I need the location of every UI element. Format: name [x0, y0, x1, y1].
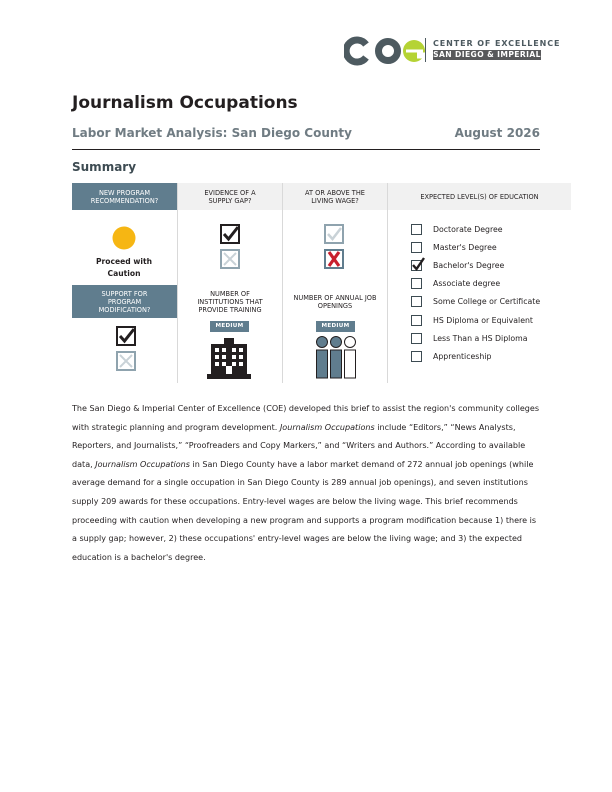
modification-yes-checkbox-icon	[116, 326, 136, 346]
modification-no-checkbox-icon	[116, 351, 136, 371]
supply-gap-label: EVIDENCE OF A SUPPLY GAP?	[204, 188, 256, 205]
new-program-label: NEW PROGRAM RECOMMENDATION?	[90, 188, 159, 205]
education-item	[411, 295, 540, 308]
openings-header	[283, 285, 387, 318]
supply-gap-no-checkbox-icon	[220, 249, 240, 269]
modification-label: SUPPORT FOR PROGRAM MODIFICATION?	[98, 289, 151, 314]
unchecked-box-icon	[411, 296, 422, 307]
body-text-2: include “Editors,” “News Analysts, Reporters, and Journalists,” “Proofreaders and Copy Markers,” and “Writers and Authors.” According to available data,	[72, 422, 526, 469]
logo-divider	[425, 38, 426, 62]
education-header	[388, 183, 571, 210]
result-line2: Caution	[107, 269, 141, 278]
education-item-label: Bachelor's Degree	[433, 261, 505, 270]
grid-divider	[282, 183, 283, 383]
education-item-label: Doctorate Degree	[433, 225, 503, 234]
supply-gap-header	[178, 183, 282, 210]
report-date: August 2026	[454, 126, 540, 140]
result-line1: Proceed with	[95, 257, 153, 266]
summary-heading: Summary	[72, 160, 137, 174]
building-icon	[207, 337, 251, 379]
education-item	[411, 277, 500, 290]
title-divider	[72, 149, 540, 150]
education-item-label: Associate degree	[433, 279, 501, 288]
unchecked-box-icon	[411, 224, 422, 235]
institutions-label: NUMBER OF INSTITUTIONS THAT PROVIDE TRAINING	[197, 289, 263, 314]
education-item	[411, 314, 533, 327]
unchecked-box-icon	[411, 315, 422, 326]
education-item	[411, 223, 503, 236]
new-program-header	[72, 183, 177, 210]
education-item-label: Less Than a HS Diploma	[433, 334, 528, 343]
checked-box-icon	[411, 260, 422, 271]
caution-indicator-icon	[112, 226, 136, 250]
education-item-label: Some College or Certificate	[433, 297, 541, 306]
education-item	[411, 241, 497, 254]
education-item	[411, 332, 527, 345]
org-name-line1: CENTER OF EXCELLENCE	[433, 39, 561, 48]
body-paragraph	[72, 400, 542, 567]
education-item-label: Master's Degree	[433, 243, 497, 252]
body-italic-1: Journalism Occupations	[279, 422, 375, 432]
unchecked-box-icon	[411, 278, 422, 289]
living-wage-label: AT OR ABOVE THE LIVING WAGE?	[305, 188, 365, 205]
page-title: Journalism Occupations	[72, 93, 298, 113]
body-italic-2: Journalism Occupations	[95, 459, 190, 469]
supply-gap-yes-checkbox-icon	[220, 224, 240, 244]
living-wage-yes-checkbox-icon	[324, 224, 344, 244]
coe-logo-mark	[344, 36, 430, 66]
living-wage-header	[283, 183, 387, 210]
openings-label: NUMBER OF ANNUAL JOB OPENINGS	[293, 293, 377, 310]
body-text-3: in San Diego County have a labor market demand of 272 annual job openings (while average demand for a single occupation in San Diego County is 289 annual job openings), and seven institutions supply 209 awards for these occupations. Entry-level wages are below the living wage. This brief recommends proceeding with caution when developing a new program and supports a program modification because 1) there is a supply gap; however, 2) these occupations' entry-level wages are below the living wage; and 3) the expected education is a bachelor's degree.	[72, 459, 537, 562]
education-item	[411, 350, 491, 363]
body-text-1: The San Diego & Imperial Center of Excellence (COE) developed this brief to assist the region's community colleges with strategic planning and program development.	[72, 404, 540, 432]
education-item	[411, 259, 504, 272]
people-icon	[315, 336, 359, 379]
unchecked-box-icon	[411, 351, 422, 362]
education-item-label: Apprenticeship	[433, 352, 492, 361]
openings-level-badge: MEDIUM	[316, 321, 355, 332]
checkmark-icon	[411, 257, 426, 272]
new-program-result	[84, 256, 164, 280]
grid-divider	[177, 183, 178, 383]
org-name-line2: SAN DIEGO & IMPERIAL	[433, 50, 541, 59]
unchecked-box-icon	[411, 333, 422, 344]
institutions-header	[178, 285, 282, 318]
page-subtitle: Labor Market Analysis: San Diego County	[72, 126, 352, 140]
grid-divider	[387, 183, 388, 383]
education-label: EXPECTED LEVEL(S) OF EDUCATION	[420, 192, 539, 201]
living-wage-no-x-icon	[324, 249, 344, 269]
education-item-label: HS Diploma or Equivalent	[433, 316, 533, 325]
unchecked-box-icon	[411, 242, 422, 253]
modification-header	[72, 285, 177, 318]
institutions-level-badge: MEDIUM	[210, 321, 249, 332]
